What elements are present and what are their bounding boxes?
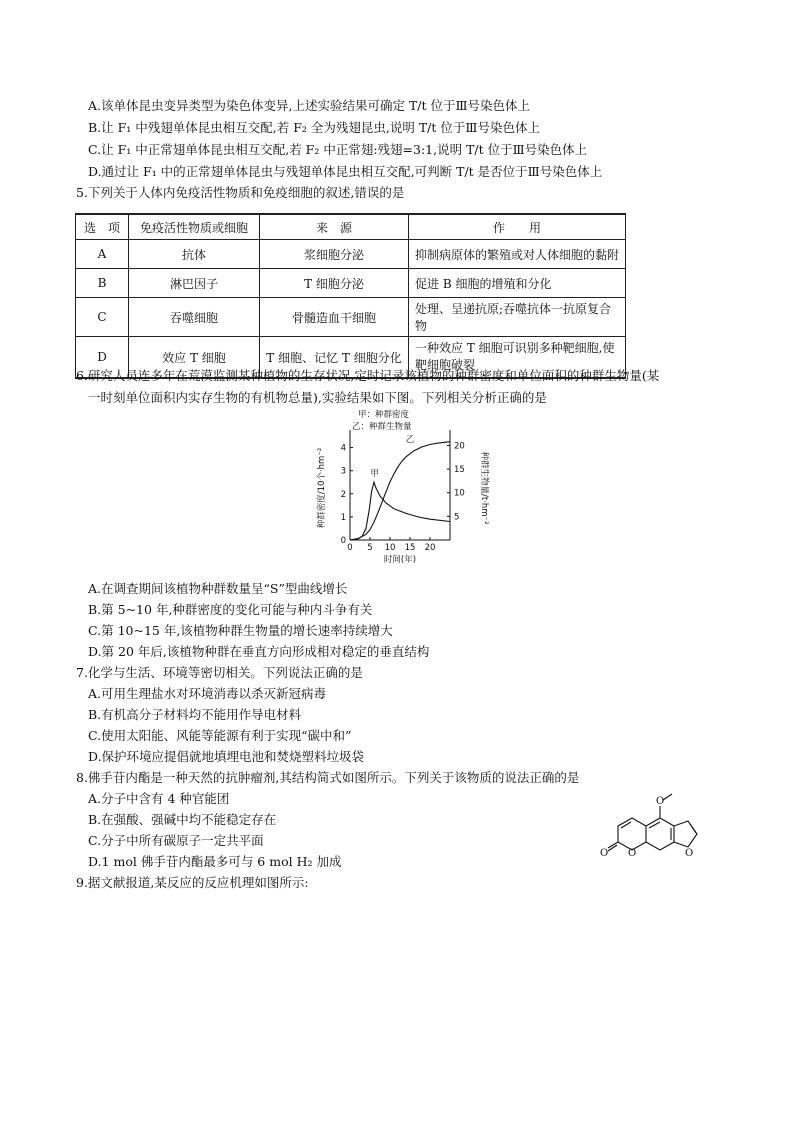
q5-table [75, 213, 626, 379]
q8-option-c: C.分子中所有碳原子一定共平面 [88, 833, 264, 848]
q4-option-d: D.通过让 F₁ 中的正常翅单体昆虫与残翅单体昆虫相互交配,可判断 T/t 是否位于Ⅲ号染色体上 [88, 164, 603, 179]
q8-option-b: B.在强酸、强碱中均不能稳定存在 [88, 812, 277, 827]
furan-oxygen-label: O [685, 848, 694, 859]
benzene-ring-bond [646, 818, 674, 850]
table-cell: 一种效应 T 细胞可识别多种靶细胞,使靶细胞破裂 [409, 337, 626, 379]
table-cell: T 细胞、记忆 T 细胞分化 [260, 337, 409, 379]
table-cell: T 细胞分泌 [260, 269, 409, 298]
table-row [76, 269, 626, 298]
q6-option-d: D.第 20 年后,该植物种群在垂直方向形成相对稳定的垂直结构 [88, 644, 430, 659]
q8-stem: 8.佛手苷内酯是一种天然的抗肿瘤剂,其结构简式如图所示。下列关于该物质的说法正确的是 [76, 770, 580, 785]
y-left-tick-label: 4 [340, 443, 346, 454]
table-header-cell: 来 源 [260, 214, 409, 240]
q7-option-d: D.保护环境应提倡就地填埋电池和焚烧塑料垃圾袋 [88, 749, 365, 764]
table-cell: A [76, 240, 129, 269]
table-cell: 抗体 [129, 240, 260, 269]
table-cell: 效应 T 细胞 [129, 337, 260, 379]
table-cell: 骨髓造血干细胞 [260, 298, 409, 337]
legend-entry: 乙：种群生物量 [352, 422, 412, 432]
q7-option-c: C.使用太阳能、风能等能源有利于实现“碳中和” [88, 728, 352, 743]
legend-entry: 甲：种群密度 [358, 410, 410, 420]
x-tick-label: 20 [424, 543, 436, 553]
table-row [76, 240, 626, 269]
series-label-jia: 甲 [370, 469, 380, 480]
y-left-axis-label: 种群密度/10个·hm⁻² [317, 447, 327, 529]
y-left-tick-label: 2 [340, 489, 346, 500]
table-cell: 促进 B 细胞的增殖和分化 [409, 269, 626, 298]
x-axis-label: 时间(年) [383, 555, 417, 565]
q9-stem: 9.据文献报道,某反应的反应机理如图所示: [76, 875, 309, 890]
table-cell: 处理、呈递抗原;吞噬抗体一抗原复合物 [409, 298, 626, 337]
carbonyl-oxygen-label: O [600, 848, 609, 859]
y-left-tick-label: 3 [340, 466, 346, 477]
q6-stem-line2: 一时刻单位面积内实存生物的有机物总量),实验结果如下图。下列相关分析正确的是 [88, 390, 547, 405]
y-right-tick-label: 20 [454, 441, 465, 452]
methoxy-oxygen-label: O [656, 796, 665, 807]
table-cell: 浆细胞分泌 [260, 240, 409, 269]
x-tick-label: 10 [384, 543, 396, 553]
q4-option-c: C.让 F₁ 中正常翅单体昆虫相互交配,若 F₂ 中正常翅:残翅=3:1,说明 T/t 位于Ⅲ号染色体上 [88, 142, 588, 157]
y-right-tick-label: 5 [454, 512, 460, 523]
pyrone-ring-bond [618, 818, 646, 850]
table-cell: 淋巴因子 [129, 269, 260, 298]
table-cell: B [76, 269, 129, 298]
series-label-yi: 乙 [405, 434, 415, 445]
x-tick-label: 5 [367, 543, 373, 553]
series-line-yi [350, 442, 450, 540]
q5-stem: 5.下列关于人体内免疫活性物质和免疫细胞的叙述,错误的是 [76, 185, 405, 200]
q8-option-d: D.1 mol 佛手苷内酯最多可与 6 mol H₂ 加成 [88, 854, 342, 869]
x-tick-label: 15 [404, 543, 416, 553]
y-left-tick-label: 0 [340, 536, 346, 546]
y-left-tick-label: 1 [340, 512, 346, 523]
q4-option-b: B.让 F₁ 中残翅单体昆虫相互交配,若 F₂ 全为残翅昆虫,说明 T/t 位于Ⅲ号染色体上 [88, 120, 540, 135]
y-right-axis-label: 种群生物量/t·hm⁻² [479, 451, 489, 525]
table-header-cell: 免疫活性物质或细胞 [129, 214, 260, 240]
table-header-row [76, 214, 626, 240]
table-row [76, 298, 626, 337]
furan-ring-bond [674, 821, 697, 847]
y-right-tick-label: 15 [454, 465, 465, 476]
q6-option-a: A.在调查期间该植物种群数量呈“S”型曲线增长 [88, 581, 348, 596]
furan-double-bond [690, 824, 696, 833]
table-cell: D [76, 337, 129, 379]
methoxy-bond [663, 794, 672, 800]
x-tick-label: 0 [347, 543, 353, 553]
table-cell: C [76, 298, 129, 337]
q7-stem: 7.化学与生活、环境等密切相关。下列说法正确的是 [76, 665, 363, 680]
y-right-tick-label: 10 [454, 488, 465, 499]
q4-option-a: A.该单体昆虫变异类型为染色体变异,上述实验结果可确定 T/t 位于Ⅲ号染色体上 [88, 98, 531, 113]
population-chart [310, 408, 500, 580]
table-header-cell: 作 用 [409, 214, 626, 240]
table-cell: 抑制病原体的繁殖或对人体细胞的黏附 [409, 240, 626, 269]
q7-option-a: A.可用生理盐水对环境消毒以杀灭新冠病毒 [88, 686, 327, 701]
q6-stem-line1: 6.研究人员连多年在荒漠监测某种植物的生存状况,定时记录该植物的种群密度和单位面积的种群生物量(某 [76, 368, 660, 383]
q8-option-a: A.分子中含有 4 种官能团 [88, 791, 230, 806]
series-line-jia [350, 482, 450, 540]
bergapten-structure [600, 790, 710, 860]
ring-oxygen-label: O [628, 848, 637, 859]
q6-option-b: B.第 5~10 年,种群密度的变化可能与种内斗争有关 [88, 602, 373, 617]
q6-option-c: C.第 10~15 年,该植物种群生物量的增长速率持续增大 [88, 623, 393, 638]
table-header-cell: 选 项 [76, 214, 129, 240]
table-cell: 吞噬细胞 [129, 298, 260, 337]
q7-option-b: B.有机高分子材料均不能用作导电材料 [88, 707, 302, 722]
